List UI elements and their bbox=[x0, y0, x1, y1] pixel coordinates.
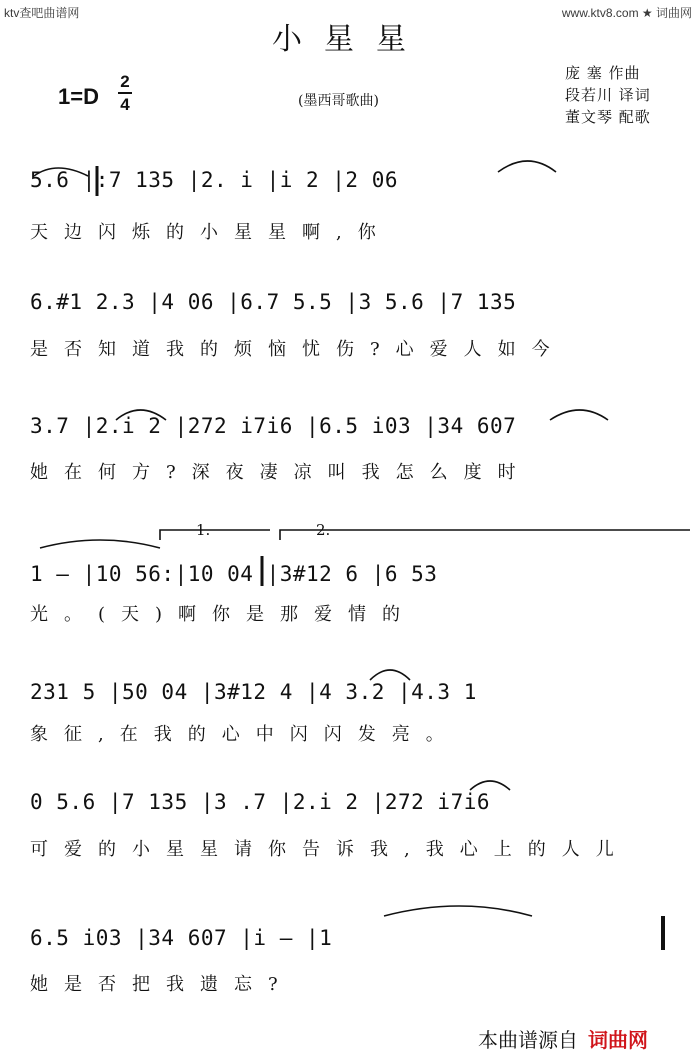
tie bbox=[384, 906, 532, 916]
lyric-line-5: 象征,在我的心中闪闪发亮。 bbox=[30, 724, 460, 745]
slur bbox=[370, 670, 410, 680]
notation-line-5: 231 5 |50 04 |3#12 4 |4 3.2 |4.3 1 bbox=[30, 680, 477, 704]
time-signature-top: 2 bbox=[120, 72, 130, 91]
watermark-left: ktv查吧曲谱网 bbox=[4, 6, 80, 20]
lyric-line-7: 她是否把我遗忘? bbox=[30, 974, 294, 995]
notation-line-1: 5.6 |:7 135 |2. i |i 2 |2 06 bbox=[30, 168, 399, 192]
lyric-line-1: 天边闪烁的小星星啊,你 bbox=[30, 222, 392, 243]
slur bbox=[34, 168, 88, 176]
time-signature-bottom: 4 bbox=[120, 95, 130, 114]
notation-line-7: 6.5 i03 |34 607 |i — |1 bbox=[30, 926, 333, 950]
lyric-line-3: 她在何方?深夜凄凉叫我怎么度时 bbox=[30, 462, 532, 483]
song-origin: (墨西哥歌曲) bbox=[298, 93, 379, 109]
volta-second: 2. bbox=[316, 521, 331, 539]
lyric-line-2: 是否知道我的烦恼忧伤?心爱人如今 bbox=[30, 339, 566, 360]
lyric-line-6: 可爱的小星星请你告诉我,我心上的人儿 bbox=[30, 839, 630, 860]
slur bbox=[550, 410, 608, 420]
credit-composer: 庞 塞 作曲 bbox=[565, 64, 641, 82]
notation-line-3: 3.7 |2.i 2 |272 i7i6 |6.5 i03 |34 607 bbox=[30, 414, 517, 438]
footer-brand[interactable]: 词曲网 bbox=[588, 1030, 648, 1052]
watermark-right: www.ktv8.com ★ 词曲网 bbox=[561, 6, 692, 20]
notation-line-6: 0 5.6 |7 135 |3 .7 |2.i 2 |272 i7i6 bbox=[30, 790, 491, 814]
tie bbox=[498, 161, 556, 172]
volta-first: 1. bbox=[196, 521, 211, 539]
volta-bracket-first bbox=[160, 530, 270, 540]
credit-arranger: 董文琴 配歌 bbox=[565, 108, 651, 126]
lyric-line-4: 光。(天)啊你是那爱情的 bbox=[30, 604, 417, 625]
song-title: 小星星 bbox=[272, 22, 428, 57]
volta-bracket-second bbox=[280, 530, 690, 540]
tie bbox=[40, 540, 160, 548]
key-signature: 1=D bbox=[58, 84, 99, 109]
tie bbox=[470, 781, 510, 790]
notation-line-4: 1 — |10 56:|10 04 |3#12 6 |6 53 bbox=[30, 562, 438, 586]
footer-source bbox=[478, 1024, 648, 1053]
slur bbox=[116, 410, 166, 420]
notation-line-2: 6.#1 2.3 |4 06 |6.7 5.5 |3 5.6 |7 135 bbox=[30, 290, 517, 314]
footer-source-text: 本曲谱源自 bbox=[478, 1030, 578, 1052]
credit-translator: 段若川 译词 bbox=[565, 86, 651, 104]
